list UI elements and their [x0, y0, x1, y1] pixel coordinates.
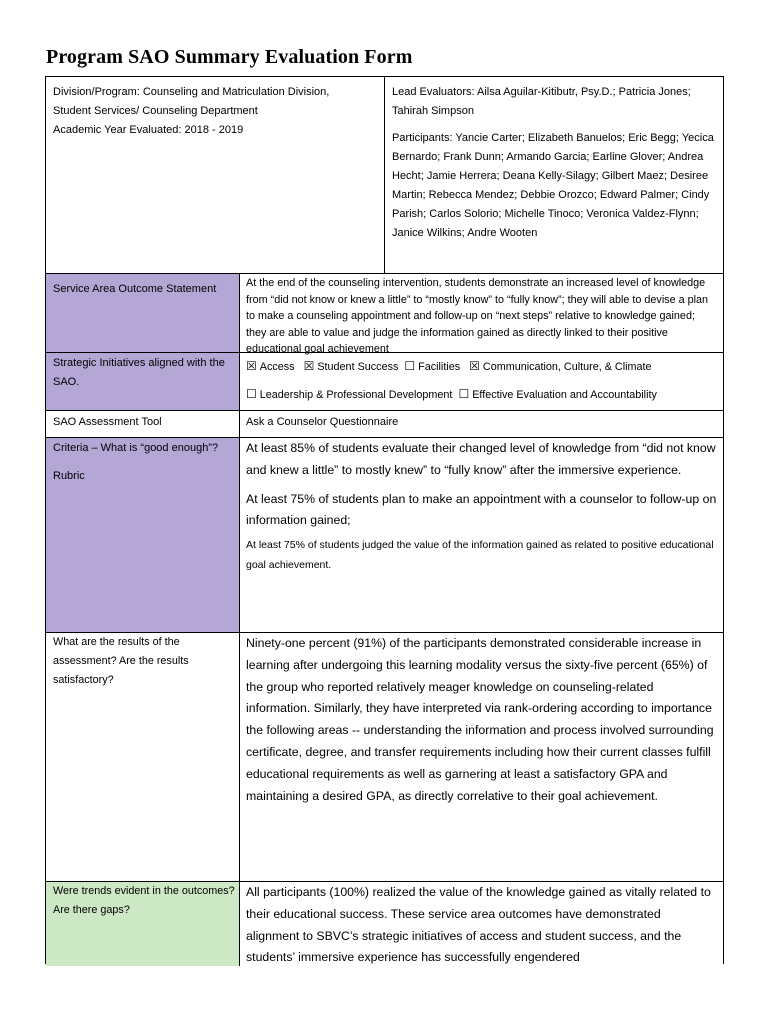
checkbox-student-success[interactable] — [304, 361, 399, 373]
checkbox-label: Leadership & Professional Development — [259, 389, 453, 401]
participants-text: Participants: Yancie Carter; Elizabeth Banuelos; Eric Begg; Yecica Bernardo; Frank Dunn; Armando Garcia; Earline Glover; Andrea Hecht; Jamie Herrera; Deana Kelly-Silagy; Gilbert Maez; Desiree Martin; Rebecca Mendez; Debbie Orozco; Edward Palmer; Cindy Parish; Carlos Solorio; Michelle Tinoco; Veronica Valdez-Flynn; Janice Wilkins; Andre Wooten — [392, 132, 714, 239]
trends-row — [46, 881, 723, 966]
program-info — [46, 77, 385, 273]
checkbox-label: Access — [259, 361, 295, 373]
academic-year-text: Academic Year Evaluated: 2018 - 2019 — [53, 124, 244, 136]
initiatives-row — [46, 352, 723, 411]
checkbox-label: Student Success — [317, 361, 399, 373]
rubric-label: Rubric — [53, 470, 85, 482]
outcome-row — [46, 274, 723, 356]
criteria-paragraph-1: At least 85% of students evaluate their changed level of knowledge from “did not know and knew a little” to mostly knew” to “fully know” after the immersive experience. — [246, 441, 716, 477]
checkbox-facilities[interactable] — [404, 361, 460, 373]
checkbox-access[interactable] — [246, 361, 295, 373]
empty-box-icon: ☐ — [458, 387, 470, 401]
trends-text: All participants (100%) realized the value of the knowledge gained as vitally related to their educational success. These service area outcomes have demonstrated alignment to SBVC’s strategic initiatives of access and student success, and the students’ immersive experience has successfully engendered — [239, 882, 723, 966]
header-section — [46, 77, 723, 274]
lead-evaluators-text: Lead Evaluators: Ailsa Aguilar-Kitibutr, Psy.D.; Patricia Jones; Tahirah Simpson — [392, 86, 691, 117]
results-label: What are the results of the assessment? Are the results satisfactory? — [53, 636, 189, 686]
checkbox-communication[interactable] — [469, 361, 651, 373]
checked-box-icon: ☒ — [469, 359, 480, 373]
empty-box-icon: ☐ — [246, 387, 257, 401]
criteria-row — [46, 437, 723, 633]
department-text: Student Services/ Counseling Department — [53, 105, 258, 117]
page-title: Program SAO Summary Evaluation Form — [46, 46, 413, 68]
trends-label-cell — [46, 882, 239, 966]
initiatives-label: Strategic Initiatives aligned with the SAO. — [46, 353, 239, 411]
checkbox-evaluation[interactable] — [458, 389, 656, 401]
checked-box-icon: ☒ — [246, 359, 257, 373]
checkbox-label: Effective Evaluation and Accountability — [472, 389, 657, 401]
checkbox-label: Facilities — [418, 361, 461, 373]
criteria-label-cell — [46, 438, 239, 633]
checked-box-icon: ☒ — [303, 359, 315, 373]
evaluators-info — [385, 77, 723, 273]
checkbox-leadership[interactable] — [246, 389, 452, 401]
trends-label: Were trends evident in the outcomes? — [53, 885, 235, 897]
initiatives-options — [239, 353, 723, 411]
results-row — [46, 632, 723, 882]
tool-text: Ask a Counselor Questionnaire — [239, 411, 723, 438]
gaps-label: Are there gaps? — [53, 904, 130, 916]
criteria-text — [239, 438, 723, 633]
criteria-paragraph-3: At least 75% of students judged the value of the information gained as related to positive educational goal achievement. — [246, 539, 714, 571]
tool-label: SAO Assessment Tool — [53, 416, 162, 428]
criteria-label: Criteria – What is “good enough”? — [53, 442, 219, 454]
outcome-text: At the end of the counseling intervention, students demonstrate an increased level of knowledge from “did not know or knew a little” to “mostly know” to “fully know”; they will able to devise a plan to make a counseling appointment and follow-up on “next steps” relative to knowledge gained; they are able to value and judge the information gained as directly linked to their positive educational goal achievement — [239, 274, 723, 352]
tool-row — [46, 410, 723, 438]
evaluation-form — [45, 76, 724, 964]
division-text: Division/Program: Counseling and Matriculation Division, — [53, 86, 330, 98]
empty-box-icon: ☐ — [404, 359, 416, 373]
results-text: Ninety-one percent (91%) of the participants demonstrated considerable increase in learning after undergoing this learning modality versus the sixty-five percent (65%) of the group who reported relatively meager knowledge on counseling-related information. Similarly, they have interpreted via rank-ordering according to importance the following areas -- understanding the information and process involved surrounding certificate, degree, and transfer requirements including how their current classes fulfill educational requirements as well as garnering at least a satisfactory GPA and maintaining a desired GPA, as directly correlative to their goal achievement. — [239, 633, 723, 882]
criteria-paragraph-2: At least 75% of students plan to make an appointment with a counselor to follow-up on information gained; — [246, 491, 717, 528]
outcome-label: Service Area Outcome Statement — [46, 274, 239, 352]
checkbox-label: Communication, Culture, & Climate — [482, 361, 652, 373]
